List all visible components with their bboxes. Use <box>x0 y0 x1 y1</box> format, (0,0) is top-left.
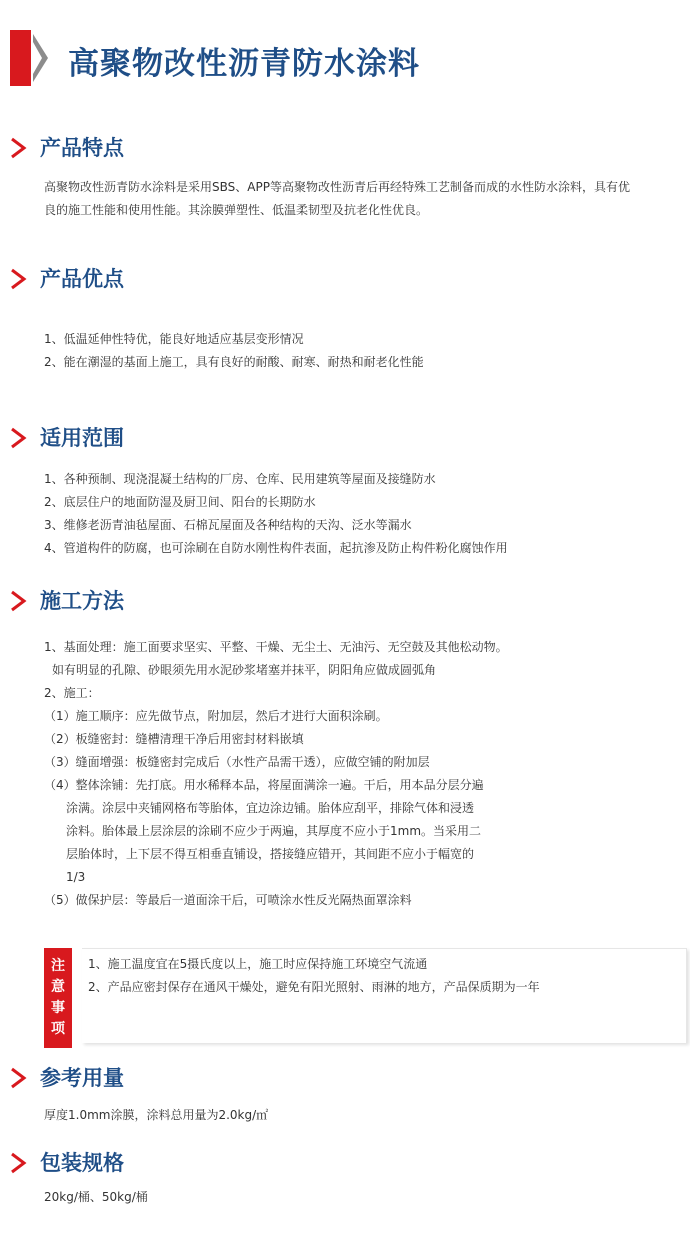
chevron-right-icon <box>10 1152 28 1174</box>
section-title: 施工方法 <box>40 588 124 613</box>
features-line-2: 良的施工性能和使用性能。其涂膜弹塑性、低温柔韧型及抗老化性优良。 <box>44 203 429 217</box>
method-line-9: 涂料。胎体最上层涂层的涂刷不应少于两遍，其厚度不应小于1mm。当采用二 <box>66 824 482 838</box>
notes-content <box>82 948 687 1043</box>
section-title: 参考用量 <box>40 1065 124 1090</box>
notes-box <box>44 948 686 1050</box>
title-banner <box>10 30 670 86</box>
notes-label <box>44 948 72 1048</box>
method-line-7: （4）整体涂铺：先打底。用水稀释本品，将屋面满涂一遍。干后，用本品分层分遍 <box>44 778 484 792</box>
chevron-right-icon <box>10 427 28 449</box>
chevron-right-icon <box>10 137 28 159</box>
method-line-4: （1）施工顺序：应先做节点，附加层，然后才进行大面积涂刷。 <box>44 709 388 723</box>
section-title: 适用范围 <box>40 425 124 450</box>
section-heading-packaging <box>10 1146 670 1180</box>
method-line-12: （5）做保护层：等最后一道面涂干后，可喷涂水性反光隔热面罩涂料 <box>44 893 412 907</box>
notes-label-char: 意 <box>51 979 65 995</box>
section-title: 产品特点 <box>40 135 124 160</box>
method-line-10: 层胎体时，上下层不得互相垂直铺设，搭接缝应错开，其间距不应小于幅宽的 <box>66 847 475 861</box>
method-line-6: （3）缝面增强：板缝密封完成后（水性产品需干透），应做空铺的附加层 <box>44 755 430 769</box>
method-line-5: （2）板缝密封：缝槽清理干净后用密封材料嵌填 <box>44 732 304 746</box>
section-title: 包装规格 <box>40 1150 124 1175</box>
method-line-2: 如有明显的孔隙、砂眼须先用水泥砂浆堵塞并抹平，阴阳角应做成圆弧角 <box>52 663 437 677</box>
title-chevron-icon <box>10 30 50 86</box>
method-line-11: 1/3 <box>66 870 86 884</box>
notes-label-char: 事 <box>51 1000 65 1016</box>
packaging-text: 20kg/桶、50kg/桶 <box>44 1190 148 1204</box>
advantages-item-2: 2、能在潮湿的基面上施工，具有良好的耐酸、耐寒、耐热和耐老化性能 <box>44 355 424 369</box>
notes-label-char: 项 <box>51 1021 65 1037</box>
notes-label-char: 注 <box>51 958 65 974</box>
notes-item-2: 2、产品应密封保存在通风干燥处，避免有阳光照射、雨淋的地方，产品保质期为一年 <box>88 980 540 994</box>
method-line-3: 2、施工： <box>44 686 100 700</box>
scope-item-3: 3、维修老沥青油毡屋面、石棉瓦屋面及各种结构的天沟、泛水等漏水 <box>44 518 412 532</box>
section-title: 产品优点 <box>40 266 124 291</box>
notes-item-1: 1、施工温度宜在5摄氏度以上，施工时应保持施工环境空气流通 <box>88 957 428 971</box>
chevron-right-icon <box>10 268 28 290</box>
chevron-right-icon <box>10 590 28 612</box>
method-line-8: 涂满。涂层中夹铺网格布等胎体，宜边涂边铺。胎体应刮平，排除气体和浸透 <box>66 801 475 815</box>
page-title: 高聚物改性沥青防水涂料 <box>68 46 420 82</box>
section-heading-usage <box>10 1061 670 1095</box>
scope-item-2: 2、底层住户的地面防湿及厨卫间、阳台的长期防水 <box>44 495 316 509</box>
section-heading-method <box>10 584 670 618</box>
advantages-item-1: 1、低温延伸性特优，能良好地适应基层变形情况 <box>44 332 304 346</box>
usage-text: 厚度1.0mm涂膜，涂料总用量为2.0kg/㎡ <box>44 1108 269 1122</box>
section-heading-scope <box>10 421 670 455</box>
method-line-1: 1、基面处理：施工面要求坚实、平整、干燥、无尘土、无油污、无空鼓及其他松动物。 <box>44 640 508 654</box>
scope-item-1: 1、各种预制、现浇混凝土结构的厂房、仓库、民用建筑等屋面及接缝防水 <box>44 472 436 486</box>
section-heading-advantages <box>10 262 670 296</box>
scope-item-4: 4、管道构件的防腐，也可涂刷在自防水刚性构件表面，起抗渗及防止构件粉化腐蚀作用 <box>44 541 508 555</box>
chevron-right-icon <box>10 1067 28 1089</box>
features-line-1: 高聚物改性沥青防水涂料是采用SBS、APP等高聚物改性沥青后再经特殊工艺制备而成的水性防水涂料，具有优 <box>44 180 630 194</box>
section-heading-features <box>10 131 670 165</box>
